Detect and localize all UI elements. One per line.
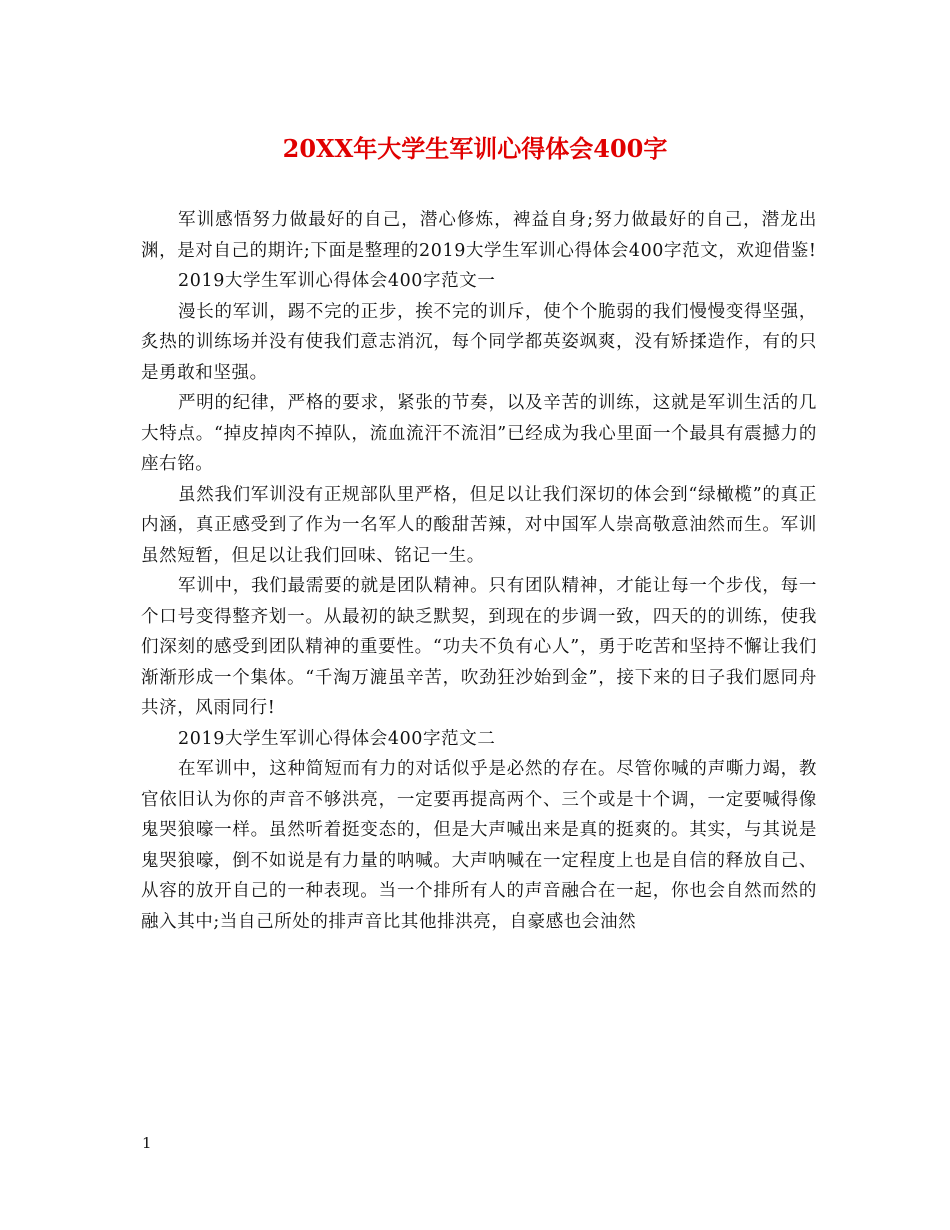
page-number: 1 (142, 1134, 152, 1152)
body-paragraph: 虽然我们军训没有正规部队里严格，但足以让我们深切的体会到“绿橄榄”的真正内涵，真正感受到了作为一名军人的酸甜苦辣，对中国军人崇高敬意油然而生。军训虽然短暂，但足以让我们回味、铭记一生。 (141, 484, 817, 566)
intro-paragraph: 军训感悟努力做最好的自己，潜心修炼，裨益自身;努力做最好的自己，潜龙出渊，是对自己的期许;下面是整理的2019大学生军训心得体会400字范文，欢迎借鉴! (141, 210, 817, 261)
section-heading-2: 2019大学生军训心得体会400字范文二 (178, 728, 496, 749)
body-paragraph: 漫长的军训，踢不完的正步，挨不完的训斥，使个个脆弱的我们慢慢变得坚强，炙热的训练场并没有使我们意志消沉，每个同学都英姿飒爽，没有矫揉造作，有的只是勇敢和坚强。 (141, 301, 817, 383)
body-paragraph: 军训中，我们最需要的就是团队精神。只有团队精神，才能让每一个步伐，每一个口号变得整齐划一。从最初的缺乏默契，到现在的步调一致，四天的的训练，使我们深刻的感受到团队精神的重要性。“功夫不负有心人”，勇于吃苦和坚持不懈让我们渐渐形成一个集体。“千淘万漉虽辛苦，吹劲狂沙始到金”，接下来的日子我们愿同舟共济，风雨同行! (141, 576, 817, 718)
body-paragraph: 严明的纪律，严格的要求，紧张的节奏，以及辛苦的训练，这就是军训生活的几大特点。“掉皮掉肉不掉队，流血流汗不流泪”已经成为我心里面一个最具有震撼力的座右铭。 (141, 393, 817, 474)
document-body (141, 205, 817, 937)
section-heading-1: 2019大学生军训心得体会400字范文一 (178, 271, 496, 291)
body-paragraph: 在军训中，这种简短而有力的对话似乎是必然的存在。尽管你喊的声嘶力竭，教官依旧认为你的声音不够洪亮，一定要再提高两个、三个或是十个调，一定要喊得像鬼哭狼嚎一样。虽然听着挺变态的，但是大声喊出来是真的挺爽的。其实，与其说是鬼哭狼嚎，倒不如说是有力量的呐喊。大声呐喊在一定程度上也是自信的释放自己、从容的放开自己的一种表现。当一个排所有人的声音融合在一起，你也会自然而然的融入其中;当自己所处的排声音比其他排洪亮，自豪感也会油然 (141, 759, 817, 932)
document-title: 20XX年大学生军训心得体会400字 (282, 134, 668, 163)
